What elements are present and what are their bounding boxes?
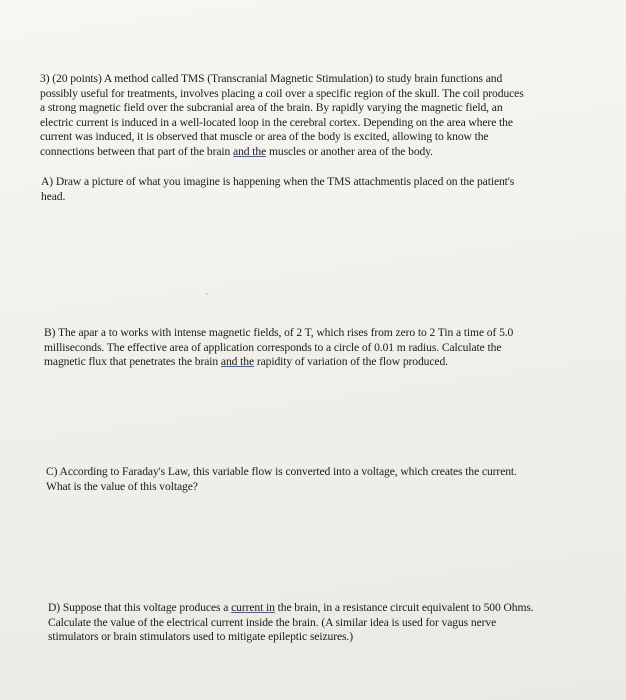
intro-line: a strong magnetic field over the subcranial area of the brain. By rapidly varying the magnetic field, an (40, 101, 503, 115)
underlined-phrase: and the (233, 144, 267, 158)
part-a-line: A) Draw a picture of what you imagine is happening when the TMS attachmentis placed on the patient's (41, 175, 515, 188)
part-a-line: head. (41, 189, 66, 203)
part-d-text: the brain, in a resistance circuit equivalent to 500 Ohms. (274, 601, 534, 614)
intro-line (40, 145, 524, 160)
intro-text: connections between that part of the brain (40, 144, 234, 158)
intro-line: 3) (20 points) A method called TMS (Transcranial Magnetic Stimulation) to study brain functions and (40, 72, 503, 85)
intro-text: muscles or another area of the body. (266, 144, 433, 158)
intro-line: possibly useful for treatments, involves placing a coil over a specific region of the skull. The coil produces (40, 86, 524, 100)
part-d-line (48, 601, 534, 616)
part-c-line: C) According to Faraday's Law, this variable flow is converted into a voltage, which creates the current. (46, 465, 517, 478)
part-d (48, 601, 534, 645)
part-b (44, 326, 513, 370)
part-d-text: D) Suppose that this voltage produces a (48, 601, 232, 614)
part-b-text: magnetic flux that penetrates the brain (44, 355, 221, 369)
part-b-line (44, 355, 513, 370)
part-d-line: stimulators or brain stimulators used to mitigate epileptic seizures.) (48, 630, 353, 644)
part-b-line: B) The apar a to works with intense magnetic fields, of 2 T, which rises from zero to 2 Tin a time of 5.0 (44, 326, 514, 339)
intro-line: electric current is induced in a well-located loop in the cerebral cortex. Depending on the area where the (40, 115, 513, 129)
underlined-phrase: current in (231, 601, 275, 614)
question-3-intro (40, 72, 524, 160)
part-d-line: Calculate the value of the electrical current inside the brain. (A similar idea is used for vagus nerve (48, 615, 497, 629)
part-c-line: What is the value of this voltage? (46, 479, 198, 493)
part-a (41, 175, 514, 204)
underlined-phrase: and the (220, 355, 255, 369)
part-b-text: rapidity of variation of the flow produced. (254, 355, 448, 369)
paper-speck (206, 293, 208, 295)
intro-line: current was induced, it is observed that muscle or area of the body is excited, allowing to know the (40, 130, 489, 144)
part-b-line: milliseconds. The effective area of application corresponds to a circle of 0.01 m radius. Calculate the (44, 340, 502, 354)
part-c (46, 465, 517, 494)
